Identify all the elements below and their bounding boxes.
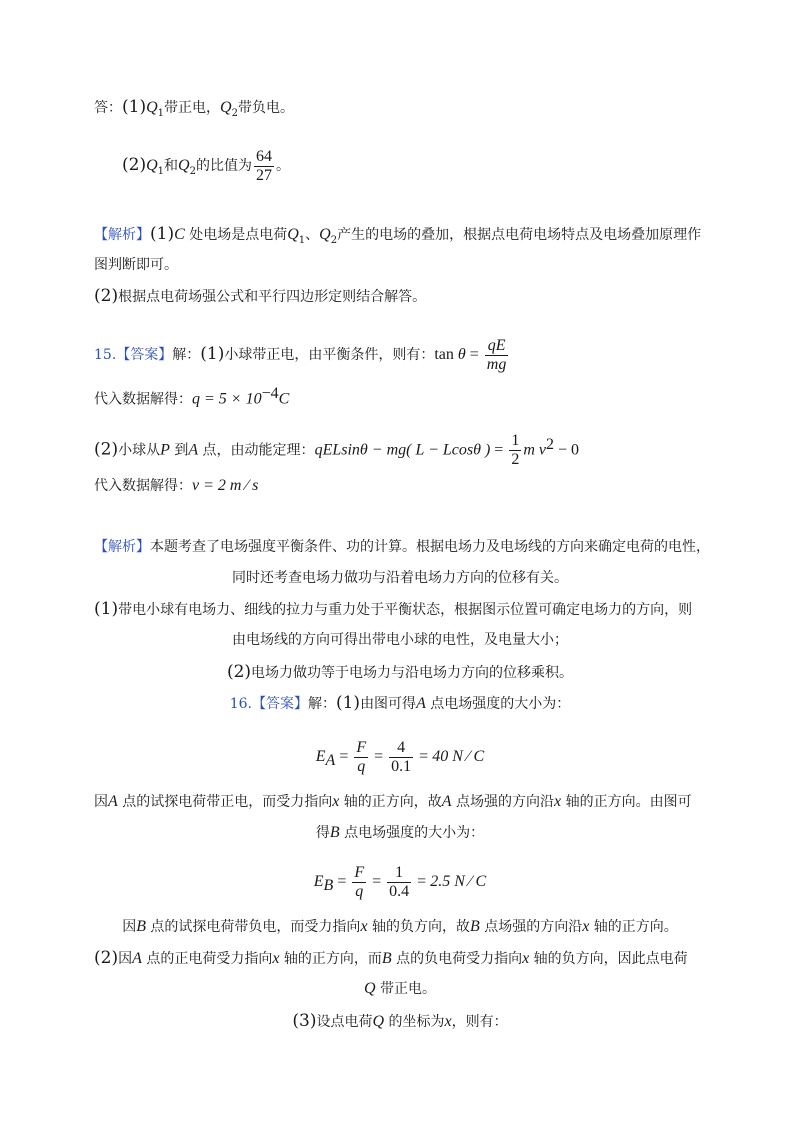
ea-fraction: $\frac{4}{0.1}$ [391,738,412,775]
q16-answer-line1: 16.【答案】解：(1)由图可得A 点电场强度的大小为： [229,693,571,713]
q14-jiexi-line1: 【解析】(1)C 处电场是点电荷$Q_1$、$Q_2$产生的电场的叠加，根据点电荷电场特点及电场叠加原理作 [94,224,702,246]
ratio-fraction: $\frac{64}{27}$ [255,147,272,184]
eb-fraction: $\frac{1}{0.4}$ [389,863,410,900]
q15-jiexi-line1: 【解析】本题考查了电场强度平衡条件、功的计算。根据电场力及电场线的方向来确定电荷的电性， [94,539,710,555]
q15-result-q: 代入数据解得：$q = 5 \times 10^{-4}C$ [94,385,290,408]
q15-jiexi-line5: (2)电场力做功等于电场力与沿电场力方向的位移乘积。 [226,662,574,682]
q14-answer-line1: 答：$(1)Q_1$带正电，$Q_2$带负电。 [94,97,294,119]
q16-formula-ea: $E_A$ = $\frac{F}{q}$ = $\frac{4}{0.1}$ = 40 N ∕ C [315,738,485,775]
q15-result-v: 代入数据解得：v = 2 m ∕ s [94,477,259,494]
q15-jiexi-line4: 由电场线的方向可得出带电小球的电性，及电量大小； [232,632,568,648]
q14-jiexi-line2: 图判断即可。 [94,257,178,273]
q14-jiexi-line3: (2)根据点电荷场强公式和平行四边形定则结合解答。 [94,286,427,306]
q16-para1-line1: 因A 点的试探电荷带正电，而受力指向x 轴的正方向，故A 点场强的方向沿x 轴的正方向。由图可 [94,793,692,810]
q16-part2-line2: Q 带正电。 [363,980,436,997]
q15-answer-line1: 15.【答案】解：(1)小球带正电，由平衡条件，则有：tan θ = $\frac{qE}{mg}$ [94,336,507,373]
half-fraction: $\frac{1}{2}$ [511,432,520,469]
q15-jiexi-line2: 同时还考查电场力做功与沿着电场力方向的位移有关。 [232,570,568,586]
q15-jiexi-line3: (1)带电小球有电场力、细线的拉力与重力处于平衡状态，根据图示位置可确定电场力的方向，则 [94,599,693,619]
f-over-q-a: $\frac{F}{q}$ [356,738,367,775]
q14-answer-line2: $(2)Q_1$和$Q_2$的比值为 $\frac{64}{27}$ 。 [122,147,290,184]
q15-answer-line2: (2)小球从P 到A 点，由动能定理：qELsinθ − mg( L − Lcosθ ) = $\frac{1}{2}$ m $v^2 - 0$ [94,432,579,469]
q16-para2: 因B 点的试探电荷带负电，而受力指向x 轴的负方向，故B 点场强的方向沿x 轴的正方向。 [122,918,678,935]
q16-formula-eb: $E_B$ = $\frac{F}{q}$ = $\frac{1}{0.4}$ = 2.5 N ∕ C [313,863,487,900]
q16-part2-line1: (2)因A 点的正电荷受力指向x 轴的正方向，而B 点的负电荷受力指向x 轴的负方向，因此点电荷 [94,948,688,968]
q16-para1-line2: 得B 点电场强度的大小为： [315,824,485,841]
tan-fraction: $\frac{qE}{mg}$ [486,336,507,373]
f-over-q-b: $\frac{F}{q}$ [354,863,365,900]
q16-part3-line1: (3)设点电荷Q 的坐标为x，则有： [292,1011,508,1031]
